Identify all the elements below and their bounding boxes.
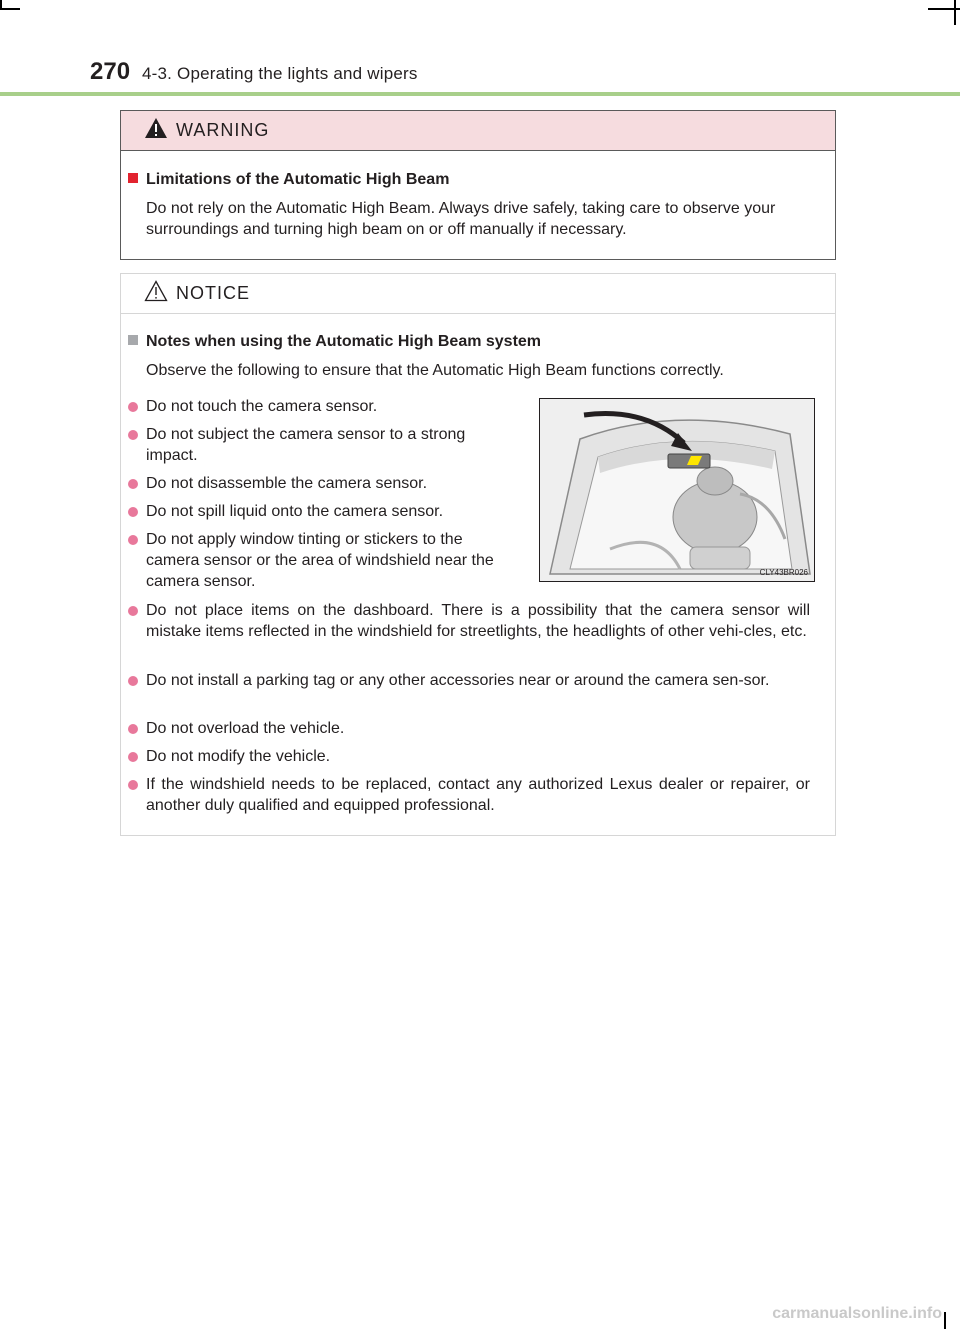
watermark: carmanualsonline.info (772, 1305, 942, 1322)
crop-mark (944, 1312, 946, 1329)
bullet-dot-icon (128, 402, 138, 412)
camera-sensor-illustration (539, 398, 815, 582)
square-bullet-icon (128, 335, 138, 345)
crop-mark (0, 8, 20, 10)
notice-subheading: Notes when using the Automatic High Beam system (128, 333, 541, 351)
bullet-dot-icon (128, 535, 138, 545)
header-rule (0, 92, 960, 96)
crop-mark (954, 0, 956, 25)
notice-header (121, 274, 835, 314)
bullet-dot-icon (128, 430, 138, 440)
warning-box (120, 110, 836, 260)
windshield-camera-drawing (540, 399, 814, 581)
page-number: 270 (90, 58, 131, 85)
notice-intro: Observe the following to ensure that the Automatic High Beam functions correctly. (146, 362, 724, 379)
section-title: 4-3. Operating the lights and wipers (142, 64, 418, 83)
square-bullet-icon (128, 173, 138, 183)
bullet-dot-icon (128, 507, 138, 517)
bullet-dot-icon (128, 676, 138, 686)
notice-box: NOTICE Notes when using the Automatic High Beam system Observe the following to ensure that the Automatic High Beam functions correctly. Do not touch the camera sensor. Do not subject the camera sensor to a strong impact. Do not disassemble the camera sensor. Do not spill liquid onto the camera sensor. Do not apply window tinting or stickers to the camera sensor or the area of windshield near the camera sensor. CLY43BR026 Do not place items on the dashboard. There is a possibility that the camera sensor will mistake items reflected in the windshield for streetlights, the headlights of other vehi-cles, etc. Do not install a parking tag or any other accessories near or around the camera sen-sor. Do not overload the vehicle. Do not modify the vehicle. If the windshield needs to be replaced, contact any authorized Lexus dealer or repairer, or another duly qualified and equipped professional. (120, 273, 836, 836)
crop-mark (928, 8, 960, 10)
crop-mark (0, 0, 2, 8)
warning-text: Do not rely on the Automatic High Beam. Always drive safely, taking care to observe your surroundings and turning high beam on or off manually if necessary. (146, 200, 776, 238)
warning-icon (144, 117, 168, 139)
page-header (90, 58, 960, 94)
bullet-dot-icon (128, 724, 138, 734)
warning-subheading: Limitations of the Automatic High Beam (128, 171, 449, 189)
illustration-code: CLY43BR026 (759, 568, 808, 577)
caution-outline-icon (144, 280, 168, 302)
bullet-dot-icon (128, 752, 138, 762)
bullet-dot-icon (128, 606, 138, 616)
warning-header (121, 111, 835, 151)
warning-label: WARNING (176, 120, 270, 140)
bullet-dot-icon (128, 479, 138, 489)
notice-label: NOTICE (176, 283, 251, 303)
bullet-dot-icon (128, 780, 138, 790)
